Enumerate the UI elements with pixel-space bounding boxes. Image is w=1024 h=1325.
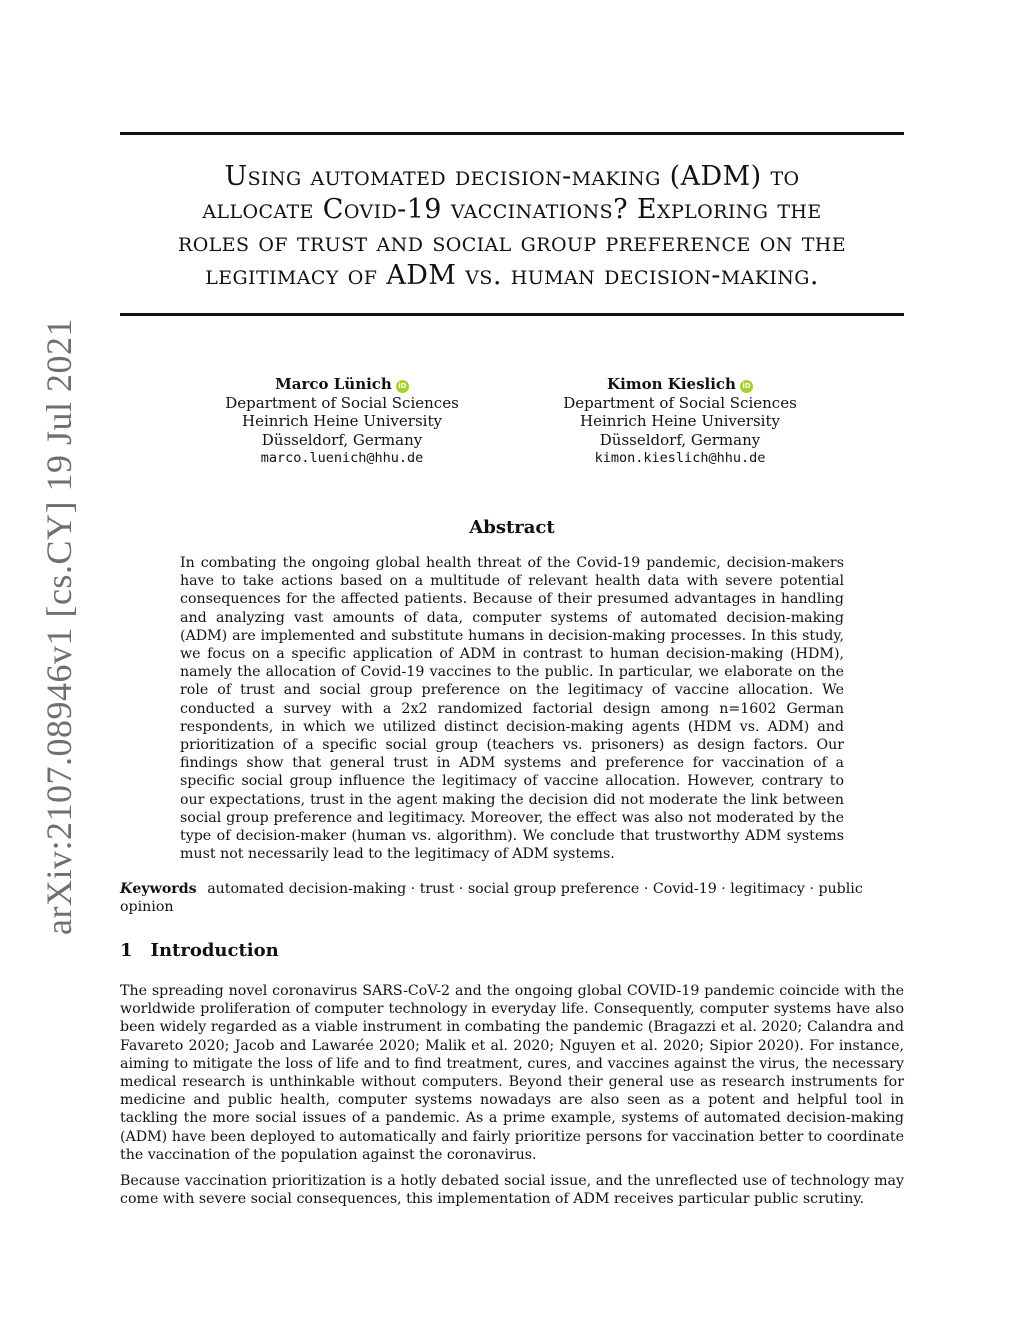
title-line: roles of trust and social group preference on the (177, 227, 847, 258)
keywords-list: automated decision-making · trust · social group preference · Covid-19 · legitimacy · public opinion (120, 881, 863, 916)
author-location: Düsseldorf, Germany (599, 430, 761, 449)
keywords-label-initial: K (120, 881, 133, 897)
title-line: legitimacy of ADM vs. human decision-making. (205, 260, 819, 291)
author-name: Kimon Kieslich (607, 375, 736, 393)
author-department: Department of Social Sciences (225, 393, 459, 412)
arxiv-identifier: arXiv:2107.08946v1 [cs.CY] 19 Jul 2021 (39, 318, 79, 935)
section-number: 1 (120, 940, 133, 961)
author-block (192, 375, 492, 468)
author-department: Department of Social Sciences (563, 393, 797, 412)
keywords-label (120, 881, 197, 897)
paper-title (120, 160, 904, 292)
title-rule-top (120, 132, 904, 135)
abstract-text: In combating the ongoing global health threat of the Covid-19 pandemic, decision-makers have to take actions based on a multitude of relevant health data with severe potential consequences for the affected patients. Because of their presumed advantages in handling and analyzing vast amounts of data, computer systems of automated decision-making (ADM) are implemented and substitute humans in decision-making processes. In this study, we focus on a specific application of ADM in contrast to human decision-making (HDM), namely the allocation of Covid-19 vaccines to the public. In particular, we elaborate on the role of trust and social group preference on the legitimacy of vaccine allocation. We conducted a survey with a 2x2 randomized factorial design among n=1602 German respondents, in which we utilized distinct decision-making agents (HDM vs. ADM) and prioritization of a specific social group (teachers vs. prisoners) as design factors. Our findings show that general trust in ADM systems and preference for vaccination of a specific social group influence the legitimacy of vaccine allocation. However, contrary to our expectations, trust in the agent making the decision did not moderate the link between social group preference and legitimacy. Moreover, the effect was also not moderated by the type of decision-maker (human vs. algorithm). We conclude that trustworthy ADM systems must not necessarily lead to the legitimacy of ADM systems. (180, 555, 844, 863)
title-line: Using automated decision-making (ADM) to (224, 161, 800, 192)
author-university: Heinrich Heine University (580, 412, 780, 430)
author-location: Düsseldorf, Germany (261, 430, 423, 449)
keywords (120, 880, 904, 916)
section-title: Introduction (150, 940, 279, 961)
author-block (530, 375, 830, 468)
author-email[interactable]: kimon.kieslich@hhu.de (594, 450, 766, 466)
section-heading-introduction (120, 940, 279, 961)
paragraph: The spreading novel coronavirus SARS-CoV-2 and the ongoing global COVID-19 pandemic coincide with the worldwide proliferation of computer technology in everyday life. Consequently, computer systems have also been widely regarded as a viable instrument in combating the pandemic (Bragazzi et al. 2020; Calandra and Favareto 2020; Jacob and Lawarée 2020; Malik et al. 2020; Nguyen et al. 2020; Sipior 2020). For instance, aiming to mitigate the loss of life and to find treatment, cures, and vaccines against the virus, the necessary medical research is unthinkable without computers. Beyond their general use as research instruments for medicine and public health, computer systems nowadays are also seen as a potent and helpful tool in tackling the more social issues of a pandemic. As a prime example, systems of automated decision-making (ADM) have been deployed to automatically and fairly prioritize persons for vaccination better to coordinate the vaccination of the population against the coronavirus. (120, 983, 904, 1163)
paragraph: Because vaccination prioritization is a hotly debated social issue, and the unreflected use of technology may come with severe social consequences, this implementation of ADM receives particular public scrutiny. (120, 1173, 904, 1208)
abstract-heading: Abstract (469, 517, 555, 538)
author-name: Marco Lünich (275, 375, 392, 393)
author-email[interactable]: marco.luenich@hhu.de (260, 450, 424, 466)
title-line: allocate Covid-19 vaccinations? Exploring the (202, 194, 822, 225)
orcid-icon[interactable]: iD (396, 380, 409, 393)
author-university: Heinrich Heine University (242, 412, 442, 430)
orcid-icon[interactable]: iD (740, 380, 753, 393)
title-rule-bottom (120, 313, 904, 316)
keywords-label-rest: eywords (132, 881, 197, 897)
